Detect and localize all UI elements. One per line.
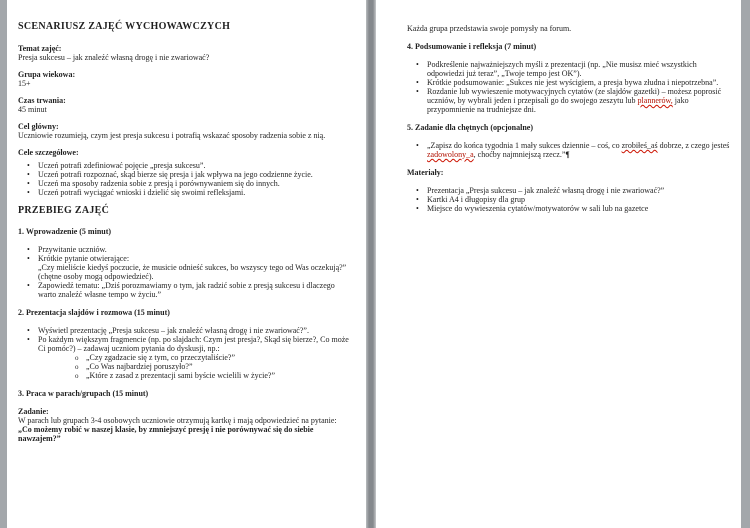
- sub-list-item-text: „Czy zgadzacie się z tym, co przeczytaliście?”: [86, 353, 236, 362]
- list-item: [18, 281, 352, 299]
- sub-list-item-text: „Które z zasad z prezentacji sami byście wcielili w życie?”: [86, 371, 276, 380]
- field-label-cele: Cele szczegółowe:: [18, 148, 79, 157]
- list-item-text: Wyświetl prezentację „Presja sukcesu – jak znaleźć własną drogę i nie zwariować?”.: [38, 326, 309, 335]
- list-item: [18, 170, 352, 179]
- list-item: [18, 245, 352, 254]
- document-page-2[interactable]: [376, 0, 741, 528]
- list-item: [18, 254, 352, 281]
- page-1-content: [7, 0, 366, 443]
- list-item: [18, 326, 352, 335]
- list-item: [18, 179, 352, 188]
- sub-list-item-text: „Co Was najbardziej poruszyło?”: [86, 362, 193, 371]
- list-item-text: Przywitanie uczniów.: [38, 245, 107, 254]
- cele-list: [18, 161, 352, 197]
- list-item-text: Podkreślenie najważniejszych myśli z prezentacji (np. „Nie musisz mieć wszystkich odpowiedzi już teraz”, „Twoje tempo jest OK”).: [427, 60, 697, 78]
- section-4-heading: 4. Podsumowanie i refleksja (7 minut): [407, 42, 537, 51]
- list-item-text: Rozdanie lub wywieszenie motywacyjnych cytatów (ze slajdów gazetki) – możesz poprosić uczniów, by wybrali jeden i przepisali go do swojego zeszytu lub plannerów, jako przypomnienie na trudniejsze dni.: [427, 87, 722, 114]
- document-page-1[interactable]: [7, 0, 366, 528]
- section-2-list: [18, 326, 352, 380]
- sub-list-item: [66, 362, 352, 371]
- field-value-grupa: 15+: [18, 79, 31, 88]
- list-item-text: Kartki A4 i długopisy dla grup: [427, 195, 525, 204]
- section-4-list: [407, 60, 735, 114]
- field-label-cel: Cel główny:: [18, 122, 59, 131]
- section-3-heading: 3. Praca w parach/grupach (15 minut): [18, 389, 149, 398]
- materialy-heading: Materiały:: [407, 168, 444, 177]
- field-value-cel: Uczniowie rozumieją, czym jest presja sukcesu i potrafią wskazać sposoby radzenia sobie z nią.: [18, 131, 326, 140]
- sub-list-item: [66, 371, 352, 380]
- list-item: [407, 87, 735, 114]
- field-label-temat: Temat zajęć:: [18, 44, 62, 53]
- field-value-temat: Presja sukcesu – jak znaleźć własną drogę i nie zwariować?: [18, 53, 210, 62]
- zadanie-label: Zadanie:: [18, 407, 49, 416]
- zadanie-question: „Co możemy robić w naszej klasie, by zmniejszyć presję i nie porównywać się do siebie nawzajem?”: [18, 425, 314, 443]
- list-item-text: Prezentacja „Presja sukcesu – jak znaleźć własną drogę i nie zwariować?”: [427, 186, 665, 195]
- section-5-heading: 5. Zadanie dla chętnych (opcjonalne): [407, 123, 534, 132]
- intro-paragraph: Każda grupa przedstawia swoje pomysły na forum.: [407, 24, 572, 33]
- materialy-list: [407, 186, 735, 213]
- document-title: SCENARIUSZ ZAJĘĆ WYCHOWAWCZYCH: [18, 21, 231, 32]
- list-item: [18, 335, 352, 380]
- list-item-text: Miejsce do wywieszenia cytatów/motywatorów w sali lub na gazetce: [427, 204, 649, 213]
- field-czas: [18, 96, 352, 114]
- list-item-text: Uczeń ma sposoby radzenia sobie z presją i porównywaniem się do innych.: [38, 179, 280, 188]
- list-item-text: • Krótkie pytanie otwierające:: [38, 254, 130, 263]
- sub-list-item: [66, 353, 352, 362]
- list-item: [18, 161, 352, 170]
- section-cele: [18, 148, 352, 197]
- page-edge-shadow-left: [0, 0, 7, 528]
- section-1-heading: 1. Wprowadzenie (5 minut): [18, 227, 112, 236]
- list-item-text: „Zapisz do końca tygodnia 1 mały sukces dziennie – coś, co zrobiłeś_aś dobrze, z czego jesteś zadowolony_a, choćby najmniejszą rzecz.”¶: [427, 141, 730, 159]
- section-2-heading: 2. Prezentacja slajdów i rozmowa (15 minut): [18, 308, 170, 317]
- page-2-content: [376, 0, 741, 213]
- section-1-list: [18, 245, 352, 299]
- zadanie-text: W parach lub grupach 3-4 osobowych uczniowie otrzymują kartkę i mają odpowiedzieć na pytanie:: [18, 416, 337, 425]
- section-5-list: [407, 141, 735, 159]
- przebieg-heading: PRZEBIEG ZAJĘĆ: [18, 205, 110, 216]
- list-item-text: Zapowiedź tematu: „Dziś porozmawiamy o tym, jak radzić sobie z presją sukcesu i dlaczego warto znaleźć własne tempo w życiu.”: [38, 281, 335, 299]
- discussion-questions-list: [66, 353, 352, 380]
- page-gap-divider: [366, 0, 376, 528]
- list-item: [407, 60, 735, 78]
- field-temat: [18, 44, 352, 62]
- field-grupa: [18, 70, 352, 88]
- zadanie-block: [18, 407, 352, 443]
- list-item: [407, 195, 735, 204]
- field-label-grupa: Grupa wiekowa:: [18, 70, 76, 79]
- page-edge-shadow-right: [741, 0, 750, 528]
- list-item: [407, 186, 735, 195]
- list-item-text: Uczeń potrafi wyciągać wnioski i dzielić się swoimi refleksjami.: [38, 188, 246, 197]
- quote-text: „Czy mieliście kiedyś poczucie, że musicie odnieść sukces, bo wszyscy tego od Was oczekują?” (chętne osoby mogą odpowiedzieć).: [38, 263, 347, 281]
- list-item: [18, 188, 352, 197]
- list-item: [407, 78, 735, 87]
- list-item-text: Uczeń potrafi rozpoznać, skąd bierze się presja i jak wpływa na jego codzienne życie.: [38, 170, 313, 179]
- list-item: [407, 141, 735, 159]
- list-item-text: Krótkie podsumowanie: „Sukces nie jest wyścigiem, a presja bywa złudna i niepotrzebna”.: [427, 78, 719, 87]
- field-label-czas: Czas trwania:: [18, 96, 66, 105]
- list-item: [407, 204, 735, 213]
- field-value-czas: 45 minut: [18, 105, 47, 114]
- field-cel: [18, 122, 352, 140]
- list-item-text: Po każdym większym fragmencie (np. po slajdach: Czym jest presja?, Skąd się bierze?, Co może Ci pomóc?) – zadawaj uczniom pytania do dyskusji, np.:: [38, 335, 349, 353]
- list-item-text: Uczeń potrafi zdefiniować pojęcie „presja sukcesu”.: [38, 161, 206, 170]
